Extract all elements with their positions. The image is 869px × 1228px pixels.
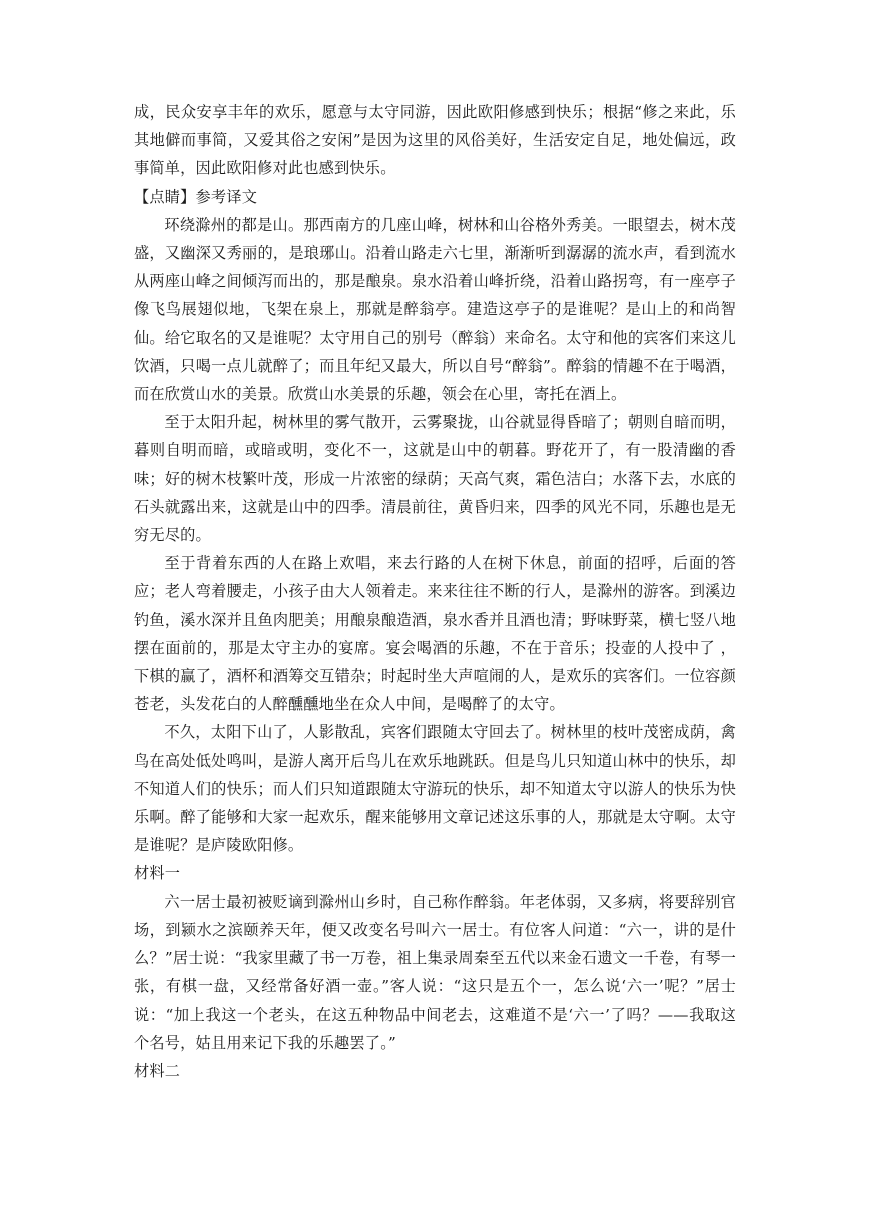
material-2-heading: 材料二 [134, 1061, 181, 1080]
dianjing-heading: 【点睛】参考译文 [134, 187, 258, 206]
translation-paragraph-3: 至于背着东西的人在路上欢唱，来去行路的人在树下休息，前面的招呼，后面的答应；老人弯着腰走，小孩子由大人领着走。来来往往不断的行人，是滁州的游客。到溪边钓鱼，溪水深并且鱼肉肥美；用酿泉酿造酒，泉水香并且酒也清；野味野菜，横七竖八地摆在面前的，那是太守主办的宴席。宴会喝酒的乐趣，不在于音乐；投壶的人投中了 ，下棋的赢了，酒杯和酒筹交互错杂；时起时坐大声喧闹的人，是欢乐的宾客们。一位容颜苍老，头发花白的人醉醺醺地坐在众人中间，是喝醉了的太守。 [134, 554, 736, 714]
translation-paragraph-2: 至于太阳升起，树林里的雾气散开，云雾聚拢，山谷就显得昏暗了；朝则自暗而明，暮则自明而暗，或暗或明，变化不一，这就是山中的朝暮。野花开了，有一股清幽的香味；好的树木枝繁叶茂，形成一片浓密的绿荫；天高气爽，霜色洁白；水落下去，水底的石头就露出来，这就是山中的四季。清晨前往，黄昏归来，四季的风光不同，乐趣也是无穷无尽的。 [134, 413, 736, 545]
material-1-heading: 材料一 [134, 864, 181, 883]
translation-paragraph-1: 环绕滁州的都是山。那西南方的几座山峰，树林和山谷格外秀美。一眼望去，树木茂盛，又幽深又秀丽的，是琅琊山。沿着山路走六七里，渐渐听到潺潺的流水声，看到流水从两座山峰之间倾泻而出的，那是酿泉。泉水沿着山峰折绕，沿着山路拐弯，有一座亭子像飞鸟展翅似地，飞架在泉上，那就是醉翁亭。建造这亭子的是谁呢？是山上的和尚智仙。给它取名的又是谁呢？太守用自己的别号（醉翁）来命名。太守和他的宾客们来这儿饮酒，只喝一点儿就醉了；而且年纪又最大，所以自号“醉翁”。醉翁的情趣不在于喝酒，而在欣赏山水的美景。欣赏山水美景的乐趣，领会在心里，寄托在酒上。 [134, 215, 736, 404]
material-1-paragraph: 六一居士最初被贬谪到滁州山乡时，自己称作醉翁。年老体弱，又多病，将要辞别官场，到颍水之滨颐养天年，便又改变名号叫六一居士。有位客人问道：“六一，讲的是什么？”居士说：“我家里藏了书一万卷，祖上集录周秦至五代以来金石遗文一千卷，有琴一张，有棋一盘，又经常备好酒一壶。”客人说：“这只是五个一，怎么说‘六一’呢？”居士说：“加上我这一个老头，在这五种物品中间老去，这难道不是‘六一’了吗？——我取这个名号，姑且用来记下我的乐趣罢了。” [134, 892, 736, 1052]
translation-paragraph-4: 不久，太阳下山了，人影散乱，宾客们跟随太守回去了。树林里的枝叶茂密成荫，禽鸟在高处低处鸣叫，是游人离开后鸟儿在欢乐地跳跃。但是鸟儿只知道山林中的快乐，却不知道人们的快乐；而人们只知道跟随太守游玩的快乐，却不知道太守以游人的快乐为快乐啊。醉了能够和大家一起欢乐，醒来能够用文章记述这乐事的人，那就是太守啊。太守是谁呢？是庐陵欧阳修。 [134, 723, 736, 855]
analysis-paragraph: 成，民众安享丰年的欢乐，愿意与太守同游，因此欧阳修感到快乐；根据“修之来此，乐其地僻而事简，又爱其俗之安闲”是因为这里的风俗美好，生活安定自足，地处偏远，政事简单，因此欧阳修对此也感到快乐。 [134, 103, 736, 178]
document-body [134, 98, 736, 1085]
